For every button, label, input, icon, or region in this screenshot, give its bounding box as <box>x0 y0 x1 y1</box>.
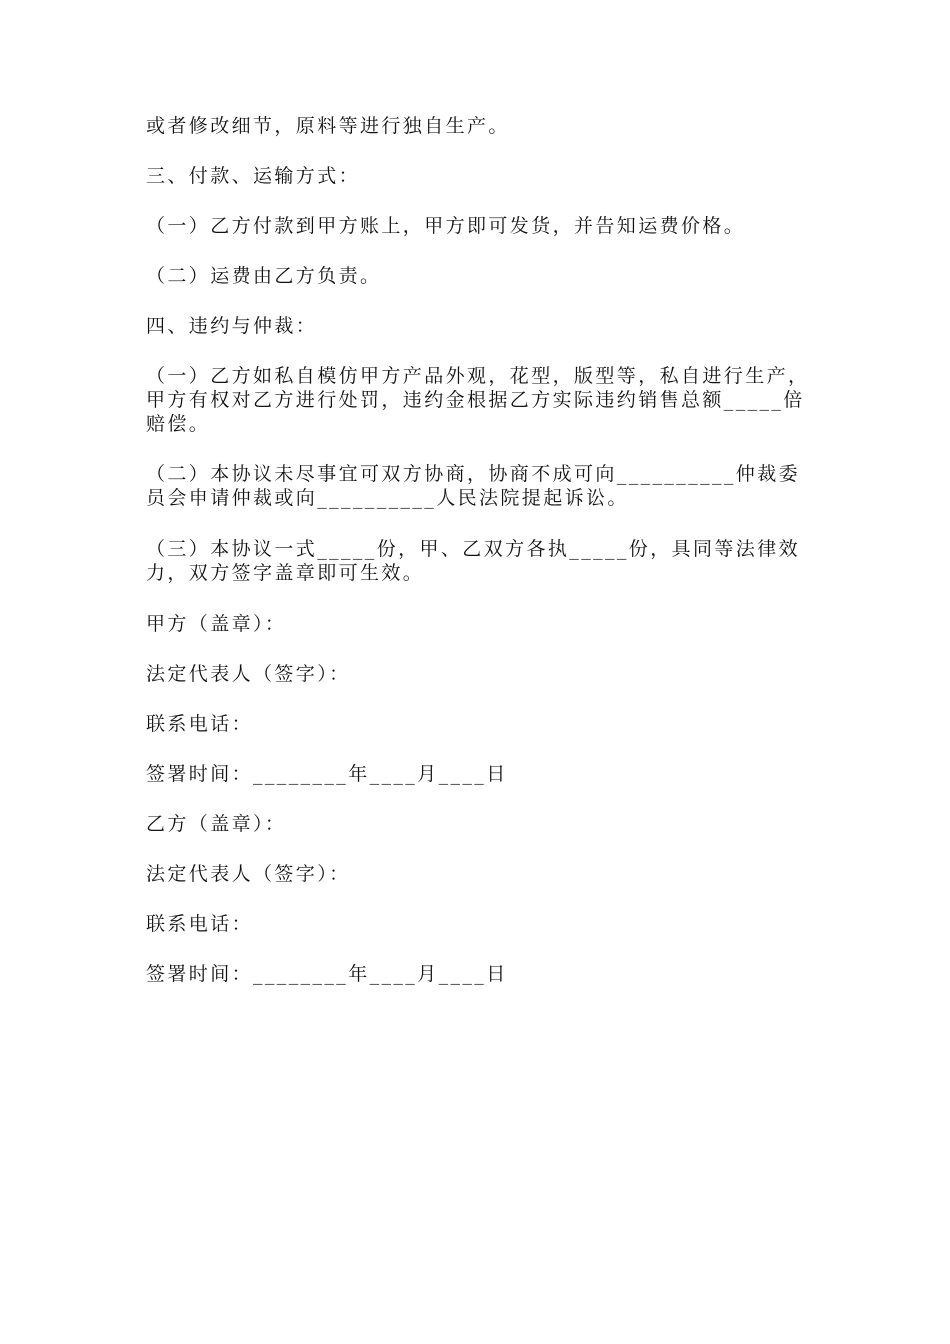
party-a-representative-label: 法定代表人（签字）： <box>146 663 351 685</box>
paragraph-breach-3: （三）本协议一式_____份，甲、乙双方各执_____份，具同等法律效力，双方签字盖章即可生效。 <box>146 538 801 584</box>
paragraph-production-clause-end: 或者修改细节，原料等进行独自生产。 <box>146 115 510 137</box>
party-b-representative-label: 法定代表人（签字）： <box>146 863 351 885</box>
party-a-seal-label: 甲方（盖章）： <box>146 613 287 635</box>
paragraph-breach-2: （二）本协议未尽事宜可双方协商，协商不成可向__________仲裁委员会申请仲裁或向__________人民法院提起诉讼。 <box>146 463 801 509</box>
party-a-sign-date: 签署时间：________年____月____日 <box>146 763 508 785</box>
party-b-sign-date: 签署时间：________年____月____日 <box>146 963 508 985</box>
paragraph-payment-2: （二）运费由乙方负责。 <box>146 265 382 287</box>
paragraph-breach-1: （一）乙方如私自模仿甲方产品外观，花型，版型等，私自进行生产，甲方有权对乙方进行处罚，违约金根据乙方实际违约销售总额_____倍赔偿。 <box>146 365 810 435</box>
paragraph-payment-1: （一）乙方付款到甲方账上，甲方即可发货，并告知运费价格。 <box>146 215 746 237</box>
party-a-phone-label: 联系电话： <box>146 713 254 735</box>
section-heading-breach-arbitration: 四、违约与仲裁： <box>146 315 318 337</box>
party-b-seal-label: 乙方（盖章）： <box>146 813 287 835</box>
party-b-phone-label: 联系电话： <box>146 913 254 935</box>
section-heading-payment-transport: 三、付款、运输方式： <box>146 165 361 187</box>
